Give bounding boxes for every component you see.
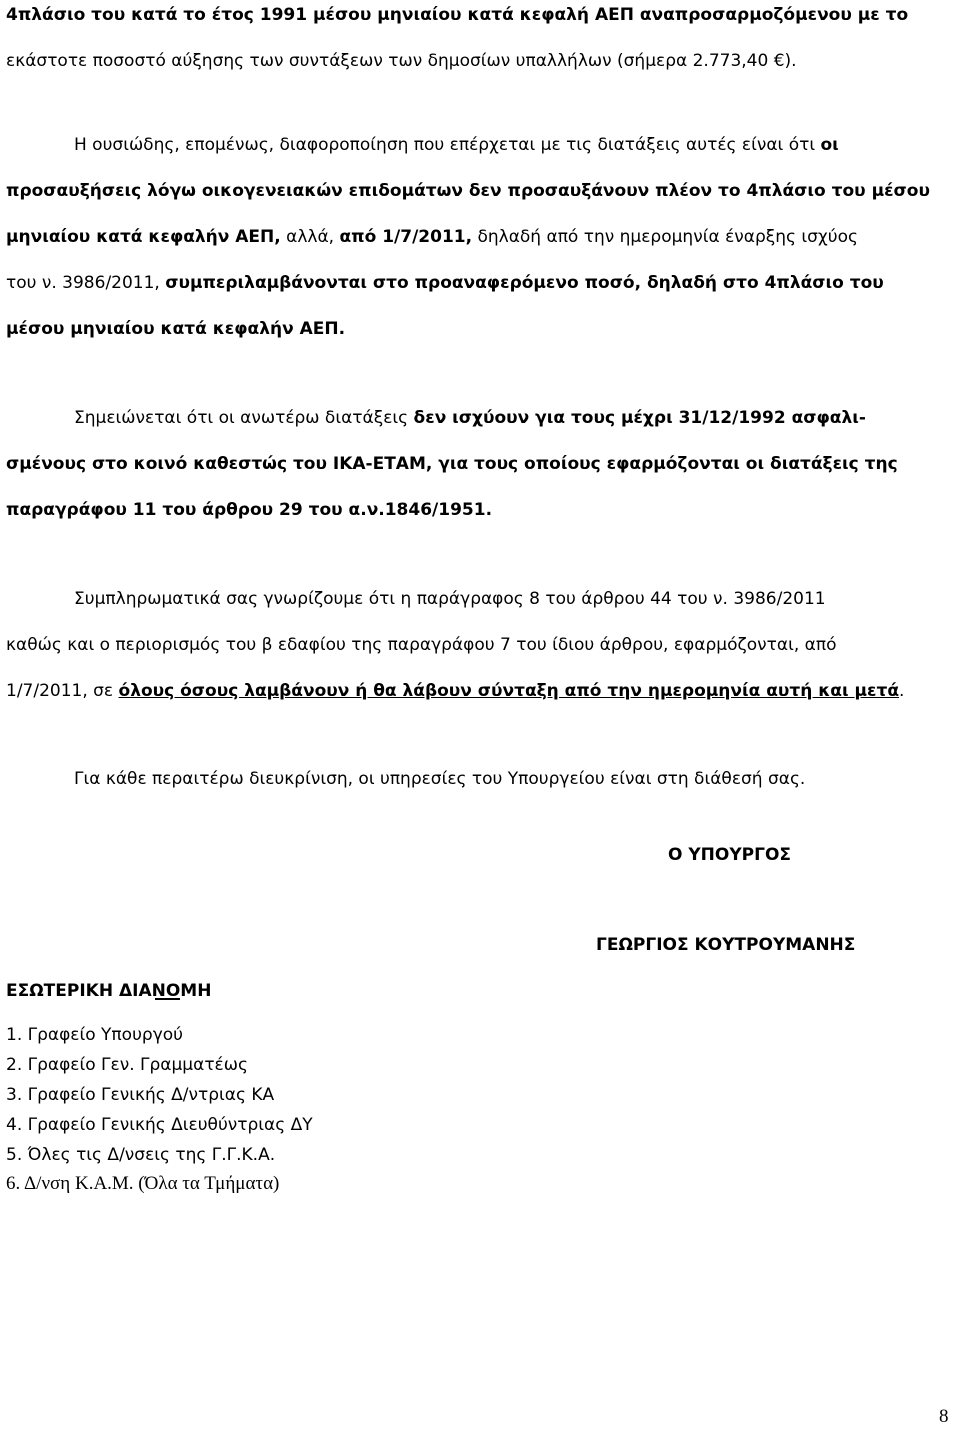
distribution-item-1: 1. Γραφείο Υπουργού [6,1025,183,1045]
distribution-item-2: 2. Γραφείο Γεν. Γραμματέως [6,1055,248,1075]
paragraph-2-line-1-text: Η ουσιώδης, επομένως, διαφοροποίηση που επέρχεται με τις διατάξεις αυτές είναι ότι [74,135,816,155]
paragraph-3-line-2: σμένους στο κοινό καθεστώς του ΙΚΑ-ΕΤΑΜ, για τους οποίους εφαρμόζονται οι διατάξεις της [6,454,898,474]
paragraph-1-line-2: εκάστοτε ποσοστό αύξησης των συντάξεων των δημοσίων υπαλλήλων (σήμερα 2.773,40 €). [6,51,797,71]
distribution-item-5: 5. Όλες τις Δ/νσεις της Γ.Γ.Κ.Α. [6,1145,276,1165]
paragraph-4 [6,576,957,714]
paragraph-2-line-4-bold: συμπεριλαμβάνονται στο προαναφερόμενο ποσό, δηλαδή στο 4πλάσιο του [165,273,884,293]
distribution-list [6,1020,313,1198]
paragraph-2-line-4-text: του ν. 3986/2011, [6,273,160,293]
paragraph-2-line-3-text-b: δηλαδή από την ημερομηνία έναρξης ισχύος [477,227,858,247]
signature-name: ΓΕΩΡΓΙΟΣ ΚΟΥΤΡΟΥΜΑΝΗΣ [596,935,856,955]
paragraph-4-line-1: Συμπληρωματικά σας γνωρίζουμε ότι η παράγραφος 8 του άρθρου 44 του ν. 3986/2011 [74,589,826,609]
page-number: 8 [939,1406,949,1427]
paragraph-2-line-2: προσαυξήσεις λόγω οικογενειακών επιδομάτων δεν προσαυξάνουν πλέον το 4πλάσιο του μέσου [6,181,930,201]
distribution-item-3: 3. Γραφείο Γενικής Δ/ντριας ΚΑ [6,1085,275,1105]
paragraph-2-line-1-bold: οι [820,135,839,155]
distribution-heading [6,981,211,1001]
paragraph-3-line-1-bold: δεν ισχύουν για τους μέχρι 31/12/1992 ασφαλι- [413,408,866,428]
paragraph-5: Για κάθε περαιτέρω διευκρίνιση, οι υπηρεσίες του Υπουργείου είναι στη διάθεσή σας. [74,769,806,789]
paragraph-4-line-3-text-a: 1/7/2011, σε [6,681,114,701]
paragraph-3-line-3: παραγράφου 11 του άρθρου 29 του α.ν.1846/1951. [6,500,493,520]
distribution-heading-text: ΕΣΩΤΕΡΙΚΗ ΔΙΑΝΟΜΗ [6,981,212,1001]
distribution-item-4: 4. Γραφείο Γενικής Διευθύντριας ΔΥ [6,1115,313,1135]
paragraph-1-line-1: 4πλάσιο του κατά το έτος 1991 μέσου μηνιαίου κατά κεφαλή ΑΕΠ αναπροσαρμοζόμενου με το [6,5,909,25]
paragraph-2-line-3-bold-a: μηνιαίου κατά κεφαλήν ΑΕΠ, [6,227,281,247]
paragraph-3-line-1-text: Σημειώνεται ότι οι ανωτέρω διατάξεις [74,408,409,428]
paragraph-2-line-3 [6,214,957,260]
paragraph-2-line-5: μέσου μηνιαίου κατά κεφαλήν ΑΕΠ. [6,319,346,339]
paragraph-2-line-4 [6,260,957,306]
paragraph-4-line-2: καθώς και ο περιορισμός του β εδαφίου της παραγράφου 7 του ίδιου άρθρου, εφαρμόζονται, από [6,635,837,655]
signature-role: Ο ΥΠΟΥΡΓΟΣ [668,845,792,865]
paragraph-4-line-3 [6,668,957,714]
paragraph-3-line-1 [6,395,957,441]
paragraph-2-line-3-bold-b: από 1/7/2011, [339,227,473,247]
paragraph-4-line-3-underlined: όλους όσους λαμβάνουν ή θα λάβουν σύνταξη από την ημερομηνία αυτή και μετά [118,681,900,701]
paragraph-2 [6,122,957,352]
distribution-item-6: 6. Δ/νση Κ.Α.Μ. (Όλα τα Τμήματα) [6,1173,280,1194]
paragraph-4-line-3-period: . [899,681,905,701]
paragraph-2-line-1 [6,122,957,168]
paragraph-3 [6,395,957,533]
distribution-heading-underline [155,998,180,1000]
paragraph-2-line-3-text-a: αλλά, [286,227,335,247]
paragraph-1 [6,0,957,84]
